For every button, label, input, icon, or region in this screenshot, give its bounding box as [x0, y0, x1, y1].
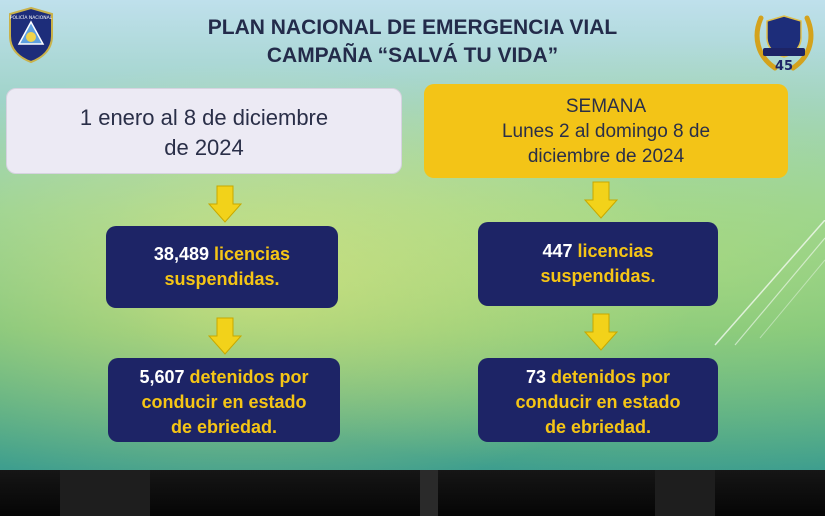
light-streaks	[705, 220, 825, 350]
period-left-line-2: de 2024	[164, 135, 244, 160]
licencias-suspendidas-week	[478, 222, 718, 306]
period-left-line-1: 1 enero al 8 de diciembre	[79, 105, 329, 130]
title-line-1: PLAN NACIONAL DE EMERGENCIA VIAL	[207, 16, 618, 39]
detenidos-year-text-c: de ebriedad.	[170, 417, 278, 437]
screen-stand	[420, 470, 438, 516]
period-right-line-1: Lunes 2 al domingo 8 de	[501, 121, 711, 142]
detenidos-year-text-a: detenidos por	[189, 367, 309, 387]
anniversary-laurel-icon	[751, 8, 817, 74]
screen-stand	[655, 470, 715, 516]
anniversary-number: 45	[774, 59, 794, 74]
detenidos-week-text-c: de ebriedad.	[544, 417, 652, 437]
title-line-2: CAMPAÑA “SALVÁ TU VIDA”	[266, 44, 559, 67]
police-logo-text: POLICÍA NACIONAL	[9, 16, 53, 21]
licencias-week-text-b: suspendidas.	[540, 266, 656, 286]
detenidos-year-number: 5,607	[139, 367, 185, 387]
detenidos-week	[478, 358, 718, 442]
licencias-year-number: 38,489	[153, 244, 209, 264]
licencias-year-text-b: suspendidas.	[164, 269, 280, 289]
down-arrow-icon	[583, 180, 619, 220]
period-week	[424, 84, 788, 178]
licencias-week-text-a: licencias	[577, 241, 654, 261]
period-year-to-date	[6, 88, 402, 174]
licencias-week-number: 447	[542, 241, 573, 261]
down-arrow-icon	[583, 312, 619, 352]
screen-stand	[60, 470, 150, 516]
detenidos-week-text-b: conducir en estado	[515, 392, 681, 412]
detenidos-week-number: 73	[525, 367, 546, 387]
detenidos-year-text-b: conducir en estado	[141, 392, 307, 412]
licencias-suspendidas-year	[106, 226, 338, 308]
detenidos-year	[108, 358, 340, 442]
detenidos-week-text-a: detenidos por	[551, 367, 671, 387]
down-arrow-icon	[207, 316, 243, 356]
period-right-line-2: diciembre de 2024	[527, 146, 685, 167]
licencias-year-text-a: licencias	[214, 244, 291, 264]
period-right-heading: SEMANA	[565, 96, 647, 117]
down-arrow-icon	[207, 184, 243, 224]
police-shield-icon	[6, 6, 56, 64]
page-title	[120, 14, 705, 70]
